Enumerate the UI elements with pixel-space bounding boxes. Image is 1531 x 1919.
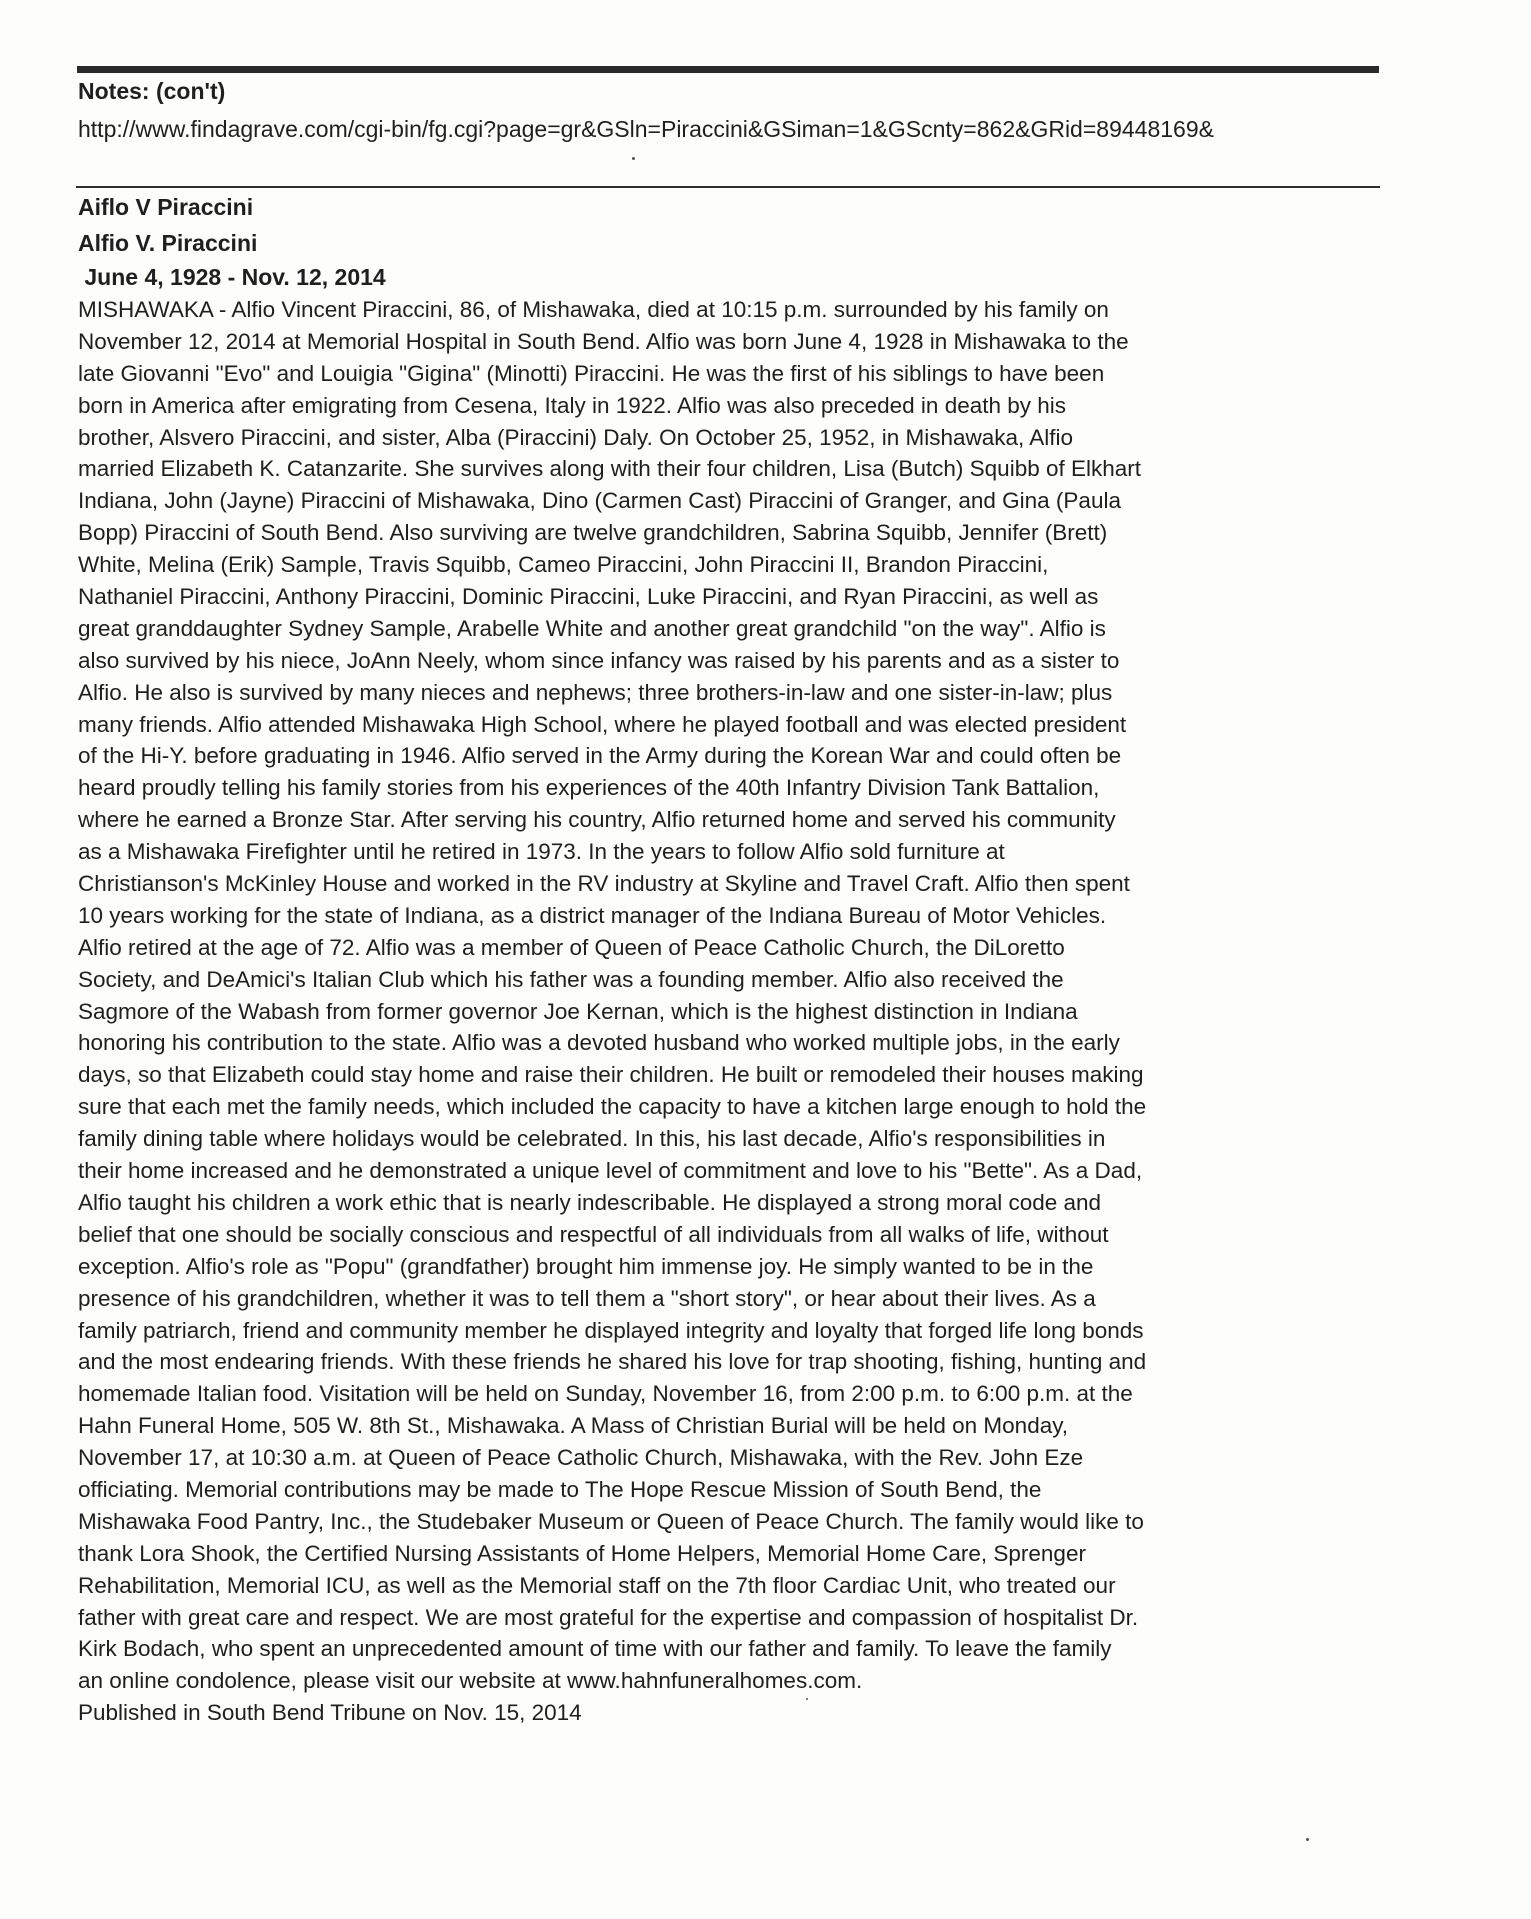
scan-speck (632, 157, 635, 160)
section-divider (76, 186, 1380, 188)
obituary-line: where he earned a Bronze Star. After serving his country, Alfio returned home and served his community (78, 807, 1116, 833)
obituary-line: Alfio retired at the age of 72. Alfio was a member of Queen of Peace Catholic Church, the DiLoretto (78, 934, 1065, 960)
obituary-line: November 17, at 10:30 a.m. at Queen of Peace Catholic Church, Mishawaka, with the Rev. John Eze (78, 1445, 1084, 1471)
obituary-line: an online condolence, please visit our website at www.hahnfuneralhomes.com. (78, 1668, 863, 1694)
obituary-line: Bopp) Piraccini of South Bend. Also surviving are twelve grandchildren, Sabrina Squibb, Jennifer (Brett) (78, 520, 1108, 546)
obituary-line: family dining table where holidays would be celebrated. In this, his last decade, Alfio's responsibilities in (78, 1126, 1106, 1152)
obituary-line: as a Mishawaka Firefighter until he retired in 1973. In the years to follow Alfio sold furniture at (78, 839, 1005, 865)
obituary-line: sure that each met the family needs, which included the capacity to have a kitchen large enough to hold the (78, 1094, 1147, 1120)
scan-speck (1306, 1838, 1309, 1841)
obituary-line: November 12, 2014 at Memorial Hospital in South Bend. Alfio was born June 4, 1928 in Mishawaka to the (78, 328, 1129, 354)
obituary-line: presence of his grandchildren, whether it was to tell them a "short story", or hear about their lives. As a (78, 1285, 1096, 1311)
obituary-line: heard proudly telling his family stories from his experiences of the 40th Infantry Division Tank Battalion, (78, 775, 1100, 801)
obituary-line: born in America after emigrating from Cesena, Italy in 1922. Alfio was also preceded in death by his (78, 392, 1067, 418)
scan-speck (806, 1698, 808, 1700)
notes-heading: Notes: (con't) (78, 78, 226, 104)
obituary-line: Society, and DeAmici's Italian Club which his father was a founding member. Alfio also received the (78, 966, 1064, 992)
obituary-line: 10 years working for the state of Indiana, as a district manager of the Indiana Bureau of Motor Vehicles. (78, 902, 1107, 928)
obituary-line: Nathaniel Piraccini, Anthony Piraccini, Dominic Piraccini, Luke Piraccini, and Ryan Piraccini, as well as (78, 584, 1099, 610)
obituary-line: brother, Alsvero Piraccini, and sister, Alba (Piraccini) Daly. On October 25, 1952, in Mishawaka, Alfio (78, 424, 1074, 450)
name-heading-misspelled: Aiflo V Piraccini (78, 194, 254, 220)
obituary-line: Kirk Bodach, who spent an unprecedented amount of time with our father and family. To leave the family (78, 1636, 1112, 1662)
obituary-line: exception. Alfio's role as "Popu" (grandfather) brought him immense joy. He simply wanted to be in the (78, 1253, 1094, 1279)
obituary-line: White, Melina (Erik) Sample, Travis Squibb, Cameo Piraccini, John Piraccini II, Brandon Piraccini, (78, 552, 1049, 578)
obituary-line: Mishawaka Food Pantry, Inc., the Studebaker Museum or Queen of Peace Church. The family would like to (78, 1508, 1144, 1534)
obituary-line: of the Hi-Y. before graduating in 1946. Alfio served in the Army during the Korean War and could often be (78, 743, 1122, 769)
obituary-line: many friends. Alfio attended Mishawaka High School, where he played football and was elected president (78, 711, 1127, 737)
obituary-line: belief that one should be socially conscious and respectful of all individuals from all walks of life, without (78, 1221, 1109, 1247)
obituary-line: officiating. Memorial contributions may be made to The Hope Rescue Mission of South Bend, the (78, 1476, 1042, 1502)
obituary-line: great granddaughter Sydney Sample, Arabelle White and another great grandchild "on the way". Alfio is (78, 615, 1106, 641)
obituary-line: Rehabilitation, Memorial ICU, as well as the Memorial staff on the 7th floor Cardiac Unit, who treated our (78, 1572, 1116, 1598)
life-dates-heading: June 4, 1928 - Nov. 12, 2014 (78, 264, 386, 290)
obituary-line: Sagmore of the Wabash from former governor Joe Kernan, which is the highest distinction in Indiana (78, 998, 1078, 1024)
obituary-line: days, so that Elizabeth could stay home and raise their children. He built or remodeled their houses making (78, 1062, 1144, 1088)
obituary-line: their home increased and he demonstrated a unique level of commitment and love to his "Bette". As a Dad, (78, 1158, 1143, 1184)
obituary-line: Christianson's McKinley House and worked in the RV industry at Skyline and Travel Craft. Alfio then spent (78, 871, 1130, 897)
obituary-line: also survived by his niece, JoAnn Neely, whom since infancy was raised by his parents and as a sister to (78, 647, 1120, 673)
name-heading: Alfio V. Piraccini (78, 230, 258, 256)
obituary-line: Alfio taught his children a work ethic that is nearly indescribable. He displayed a strong moral code and (78, 1189, 1102, 1215)
obituary-line: and the most endearing friends. With these friends he shared his love for trap shooting, fishing, hunting and (78, 1349, 1147, 1375)
obituary-line: Hahn Funeral Home, 505 W. 8th St., Mishawaka. A Mass of Christian Burial will be held on Monday, (78, 1413, 1069, 1439)
obituary-line: thank Lora Shook, the Certified Nursing Assistants of Home Helpers, Memorial Home Care, Sprenger (78, 1540, 1086, 1566)
obituary-line: homemade Italian food. Visitation will be held on Sunday, November 16, from 2:00 p.m. to 6:00 p.m. at the (78, 1381, 1133, 1407)
obituary-line: father with great care and respect. We are most grateful for the expertise and compassion of hospitalist Dr. (78, 1604, 1139, 1630)
top-divider (77, 66, 1379, 73)
obituary-line: Indiana, John (Jayne) Piraccini of Mishawaka, Dino (Carmen Cast) Piraccini of Granger, and Gina (Paula (78, 488, 1121, 514)
obituary-line: honoring his contribution to the state. Alfio was a devoted husband who worked multiple jobs, in the early (78, 1030, 1120, 1056)
findagrave-url: http://www.findagrave.com/cgi-bin/fg.cgi?page=gr&GSln=Piraccini&GSiman=1&GScnty=862&GRid=89448169& (78, 116, 1214, 142)
publication-line: Published in South Bend Tribune on Nov. 15, 2014 (78, 1700, 582, 1726)
obituary-text (78, 294, 1388, 1729)
obituary-line: late Giovanni "Evo" and Louigia "Gigina" (Minotti) Piraccini. He was the first of his siblings to have been (78, 360, 1105, 386)
obituary-line: family patriarch, friend and community member he displayed integrity and loyalty that forged life long bonds (78, 1317, 1144, 1343)
obituary-line: married Elizabeth K. Catanzarite. She survives along with their four children, Lisa (Butch) Squibb of Elkhart (78, 456, 1142, 482)
obituary-line: MISHAWAKA - Alfio Vincent Piraccini, 86, of Mishawaka, died at 10:15 p.m. surrounded by his family on (78, 297, 1109, 322)
obituary-line: Alfio. He also is survived by many nieces and nephews; three brothers-in-law and one sister-in-law; plus (78, 679, 1113, 705)
